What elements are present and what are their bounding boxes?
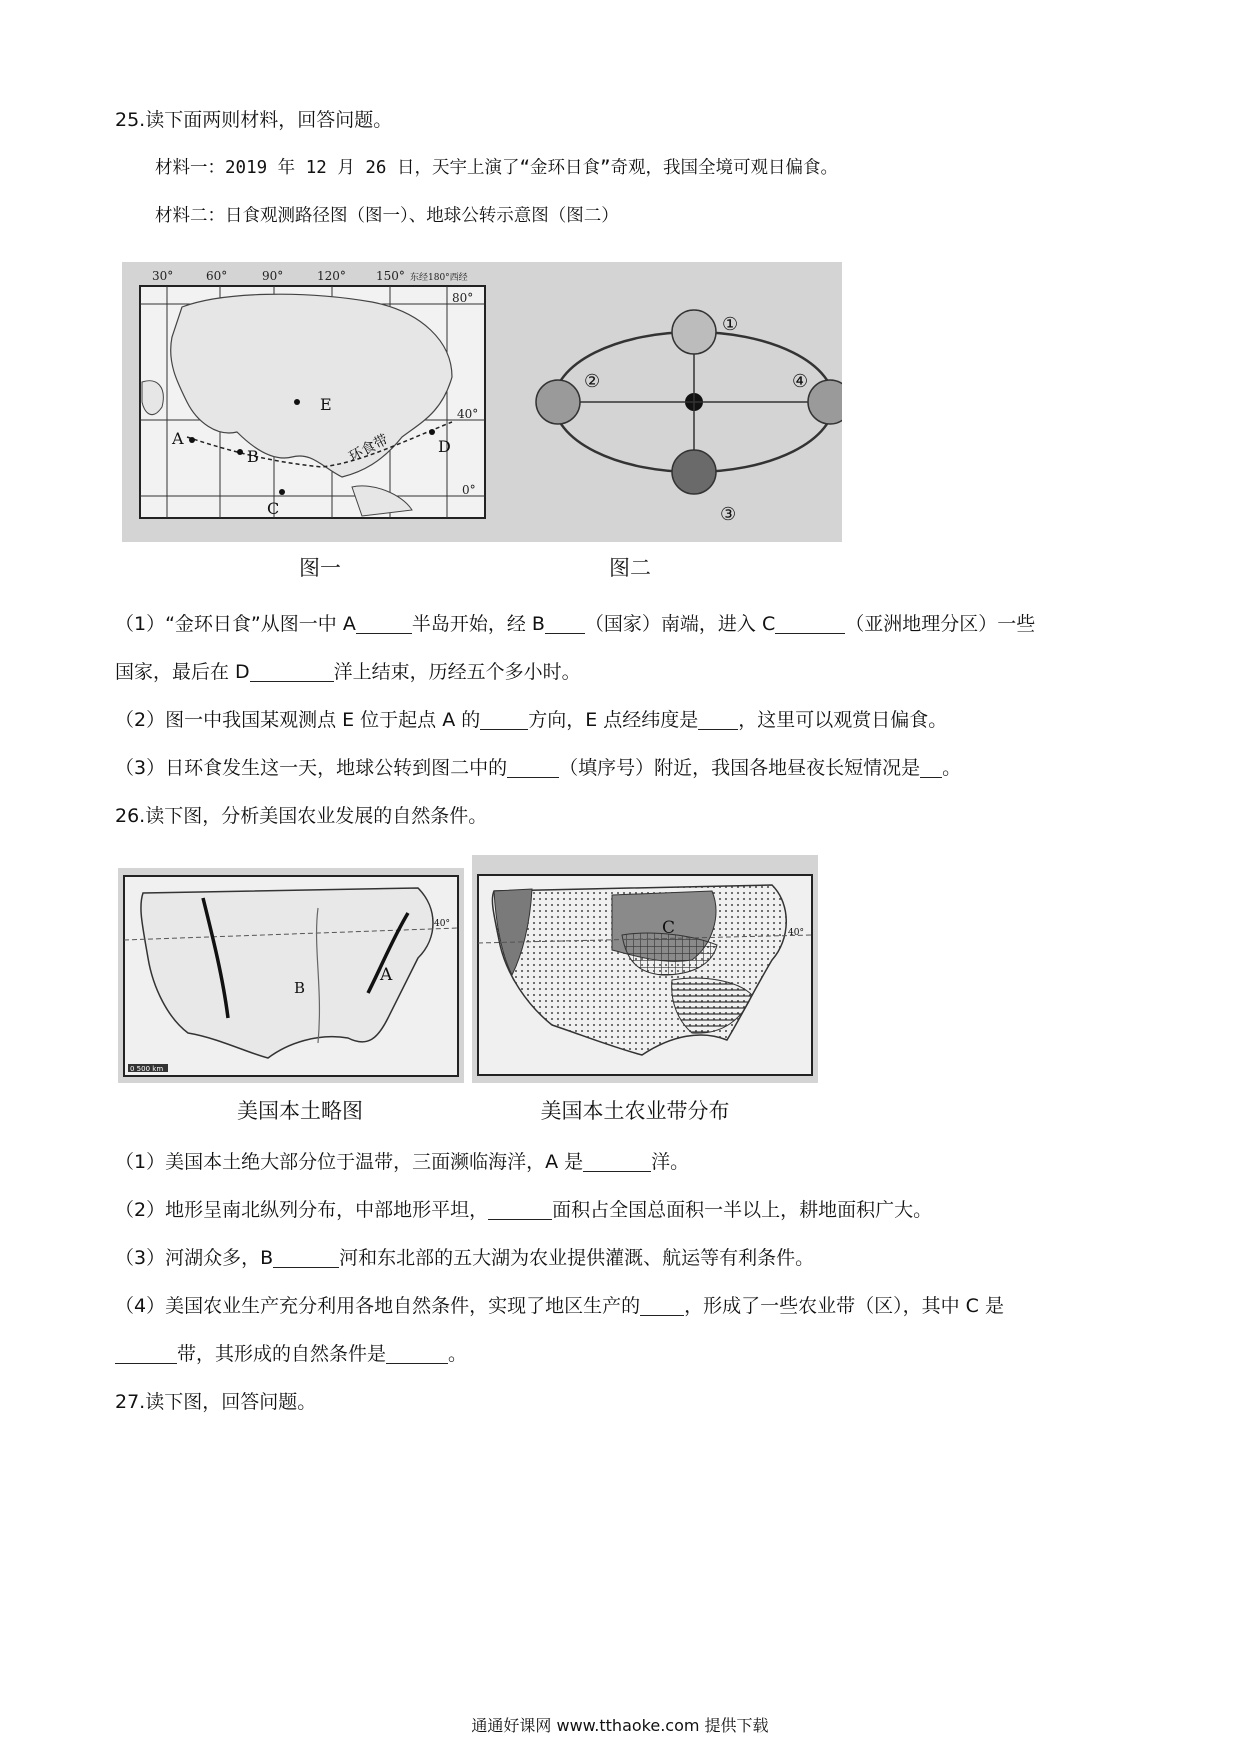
- q25-title: 25.读下面两则材料，回答问题。: [115, 109, 393, 131]
- point-a-marker: [189, 437, 195, 443]
- figure-1-caption: 图一: [299, 556, 341, 580]
- map1-label-b: B: [294, 979, 306, 997]
- point-d-marker: [429, 429, 435, 435]
- lon-label-150: 150°: [376, 269, 405, 283]
- point-b-marker: [237, 449, 243, 455]
- lon-label-180: 东经180°西经: [410, 273, 468, 283]
- point-b-label: B: [247, 447, 259, 466]
- q26-s1-text-a: （1）美国本土绝大部分位于温带，三面濒临海洋，A 是: [115, 1151, 584, 1173]
- answer-blank-country[interactable]: [545, 613, 585, 634]
- annular-band-label: 环食带: [346, 431, 391, 466]
- answer-blank-peninsula[interactable]: [356, 613, 412, 634]
- answer-blank-specialization[interactable]: [640, 1295, 684, 1316]
- us-agriculture-map-svg: [472, 855, 818, 1083]
- q26-sub-4-line-2: [115, 1340, 467, 1368]
- q25-s2-text-c: ，这里可以观赏日偏食。: [738, 709, 948, 731]
- answer-blank-direction[interactable]: [480, 709, 528, 730]
- map2-label-40: 40°: [788, 928, 804, 938]
- us-outline-map-caption: 美国本土略图: [237, 1099, 363, 1123]
- lon-label-90: 90°: [262, 269, 284, 283]
- q26-sub-4-line-1: [115, 1292, 1004, 1320]
- lon-label-30: 30°: [152, 269, 174, 283]
- q26-sub-3: [115, 1244, 814, 1272]
- us-outline-map-svg: [118, 868, 464, 1083]
- q25-s3-text-b: （填序号）附近，我国各地昼夜长短情况是: [559, 757, 921, 779]
- q25-sub-3: [115, 754, 961, 782]
- map1-label-40: 40°: [434, 919, 450, 929]
- map2-label-c: C: [662, 918, 676, 938]
- q26-s4-text-a: （4）美国农业生产充分利用各地自然条件，实现了地区生产的: [115, 1295, 641, 1317]
- q26-s3-text-a: （3）河湖众多，B: [115, 1247, 274, 1269]
- q25-s1-text-f: 洋上结束，历经五个多小时。: [333, 661, 581, 683]
- point-a-label: A: [172, 429, 184, 448]
- us-agriculture-map-caption: 美国本土农业带分布: [540, 1099, 730, 1123]
- q25-sub-1-line-1: [115, 610, 1035, 638]
- answer-blank-day-night[interactable]: [920, 757, 942, 778]
- answer-blank-ocean-a[interactable]: [583, 1151, 651, 1172]
- map1-label-a: A: [380, 965, 393, 985]
- figure-2-caption: 图二: [609, 556, 651, 580]
- eclipse-map-svg: [122, 262, 842, 542]
- earth-position-3: [672, 450, 716, 494]
- point-e-marker: [294, 399, 300, 405]
- q25-s3-text-c: 。: [942, 757, 962, 779]
- q27-title: 27.读下图，回答问题。: [115, 1391, 317, 1413]
- q26-title: 26.读下图，分析美国农业发展的自然条件。: [115, 805, 488, 827]
- q25-material-2: 材料二：日食观测路径图（图一）、地球公转示意图（图二）: [155, 206, 619, 226]
- lon-label-120: 120°: [317, 269, 346, 283]
- answer-blank-asia-region[interactable]: [775, 613, 845, 634]
- answer-blank-river-b[interactable]: [273, 1247, 339, 1268]
- q25-s3-text-a: （3）日环食发生这一天，地球公转到图二中的: [115, 757, 508, 779]
- answer-blank-belt-c[interactable]: [115, 1343, 177, 1364]
- q26-s1-text-b: 洋。: [651, 1151, 690, 1173]
- position-label-1: ①: [722, 314, 739, 335]
- answer-blank-ocean[interactable]: [250, 661, 334, 682]
- lat-label-80: 80°: [452, 291, 474, 305]
- answer-blank-landform[interactable]: [488, 1199, 552, 1220]
- answer-blank-natural-conditions[interactable]: [386, 1343, 448, 1364]
- q25-s2-text-a: （2）图一中我国某观测点 E 位于起点 A 的: [115, 709, 481, 731]
- q26-sub-2: [115, 1196, 932, 1224]
- q25-sub-2: [115, 706, 947, 734]
- q26-s4-text-b: ，形成了一些农业带（区），其中 C 是: [684, 1295, 1004, 1317]
- earth-position-4: [808, 380, 842, 424]
- q25-material-1: 材料一：2019 年 12 月 26 日，天宇上演了“金环日食”奇观，我国全境可观日偏食。: [155, 158, 839, 178]
- us-outline-map: [118, 868, 464, 1083]
- q25-s1-text-a: （1）“金环日食”从图一中 A: [115, 613, 356, 635]
- position-label-4: ④: [792, 371, 809, 392]
- q25-s1-text-e: 国家，最后在 D: [115, 661, 250, 683]
- point-e-label: E: [320, 395, 332, 414]
- position-label-2: ②: [584, 371, 601, 392]
- us-agriculture-map: [472, 855, 818, 1083]
- point-d-label: D: [438, 437, 451, 456]
- answer-blank-coordinates[interactable]: [698, 709, 738, 730]
- page-footer: 通通好课网 www.tthaoke.com 提供下载: [471, 1716, 769, 1735]
- scale-label: 0 500 km: [130, 1065, 164, 1073]
- q25-sub-1-line-2: [115, 658, 581, 686]
- figure-1-eclipse-map: [122, 262, 842, 542]
- point-c-marker: [279, 489, 285, 495]
- earth-position-1: [672, 310, 716, 354]
- lat-label-0: 0°: [462, 483, 476, 497]
- q26-s2-text-b: 面积占全国总面积一半以上，耕地面积广大。: [552, 1199, 933, 1221]
- lon-label-60: 60°: [206, 269, 228, 283]
- point-c-label: C: [267, 499, 280, 518]
- q26-s2-text-a: （2）地形呈南北纵列分布，中部地形平坦，: [115, 1199, 489, 1221]
- q26-s3-text-b: 河和东北部的五大湖为农业提供灌溉、航运等有利条件。: [339, 1247, 815, 1269]
- q26-sub-1: [115, 1148, 689, 1176]
- q25-s1-text-d: （亚洲地理分区）一些: [845, 613, 1036, 635]
- position-label-3: ③: [720, 504, 737, 525]
- q26-s4-text-c: 带，其形成的自然条件是: [177, 1343, 387, 1365]
- q25-s2-text-b: 方向，E 点经纬度是: [528, 709, 699, 731]
- q25-s1-text-b: 半岛开始，经 B: [411, 613, 545, 635]
- answer-blank-position-number[interactable]: [507, 757, 559, 778]
- earth-position-2: [536, 380, 580, 424]
- q26-s4-text-d: 。: [448, 1343, 468, 1365]
- lat-label-40: 40°: [457, 407, 479, 421]
- q25-s1-text-c: （国家）南端，进入 C: [584, 613, 776, 635]
